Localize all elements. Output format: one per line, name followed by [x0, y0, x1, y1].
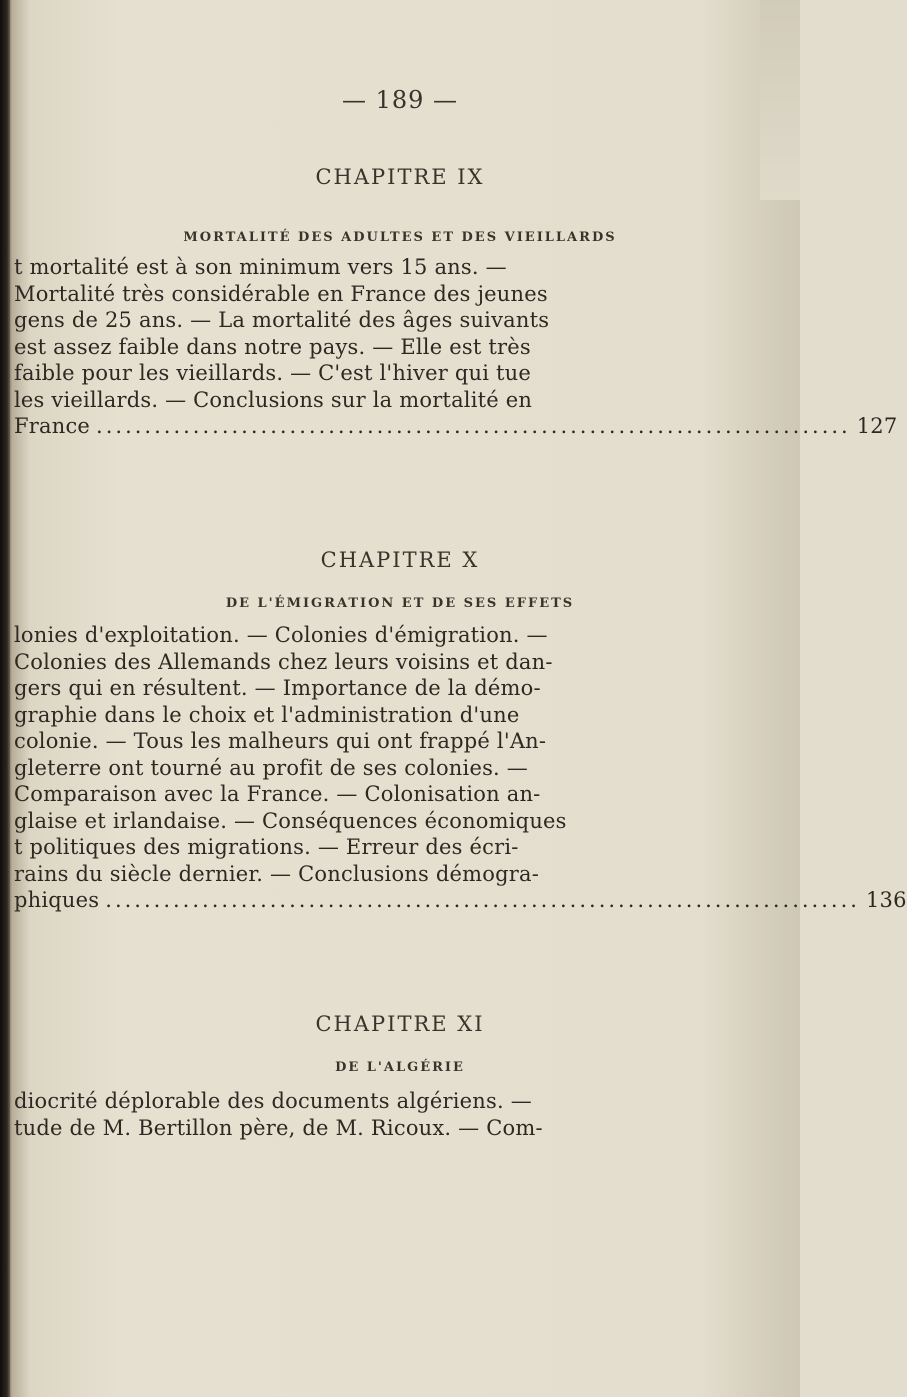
toc-page-ref: 136 [865, 888, 907, 912]
summary-line: gens de 25 ans. — La mortalité des âges suivants [14, 308, 550, 332]
summary-line: Mortalité très considérable en France des jeunes [14, 281, 548, 306]
summary-line: graphie dans le choix et l'administration d'une [14, 702, 520, 727]
toc-entry-line [14, 887, 907, 914]
chapter-xi-title: CHAPITRE XI [315, 1012, 485, 1036]
summary-line: lonies d'exploitation. — Colonies d'émigration. — [14, 623, 548, 647]
book-binding-edge [0, 0, 10, 1397]
summary-line: Comparaison avec la France. — Colonisation an- [14, 782, 541, 806]
toc-entry-label: France [14, 414, 91, 438]
chapter-ix-title: CHAPITRE IX [315, 165, 485, 189]
page-number: — 189 — [341, 86, 459, 114]
summary-line: faible pour les vieillards. — C'est l'hiver qui tue [14, 361, 531, 385]
leader-dots: .............................................................................. [96, 414, 851, 438]
chapter-xi-summary [14, 1088, 794, 1141]
chapter-x-title: CHAPITRE X [320, 548, 480, 572]
summary-line: t mortalité est à son minimum vers 15 ans. — [14, 255, 507, 279]
chapter-xi-subtitle: DE L'ALGÉRIE [335, 1060, 465, 1075]
chapter-ix-summary [14, 254, 898, 440]
summary-line: diocrité déplorable des documents algériens. — [14, 1089, 532, 1113]
summary-line: les vieillards. — Conclusions sur la mortalité en [14, 387, 533, 412]
leader-dots: .............................................................................. [105, 888, 860, 912]
summary-line: tude de M. Bertillon père, de M. Ricoux. — Com- [14, 1115, 543, 1140]
chapter-ix-subtitle: MORTALITÉ DES ADULTES ET DES VIEILLARDS [183, 230, 617, 245]
chapter-x-summary [14, 622, 907, 914]
summary-line: t politiques des migrations. — Erreur des écri- [14, 835, 519, 859]
summary-line: Colonies des Allemands chez leurs voisins et dan- [14, 649, 553, 674]
toc-page-ref: 127 [856, 414, 898, 438]
summary-line: glaise et irlandaise. — Conséquences économiques [14, 808, 567, 833]
toc-entry-line [14, 413, 898, 440]
summary-line: gleterre ont tourné au profit de ses colonies. — [14, 755, 528, 780]
chapter-x-subtitle: DE L'ÉMIGRATION ET DE SES EFFETS [225, 596, 575, 611]
summary-line: rains du siècle dernier. — Conclusions démogra- [14, 861, 540, 886]
summary-line: est assez faible dans notre pays. — Elle est très [14, 334, 531, 359]
toc-entry-label: phiques [14, 888, 100, 912]
summary-line: gers qui en résultent. — Importance de la démo- [14, 676, 541, 700]
summary-line: colonie. — Tous les malheurs qui ont frappé l'An- [14, 729, 547, 753]
